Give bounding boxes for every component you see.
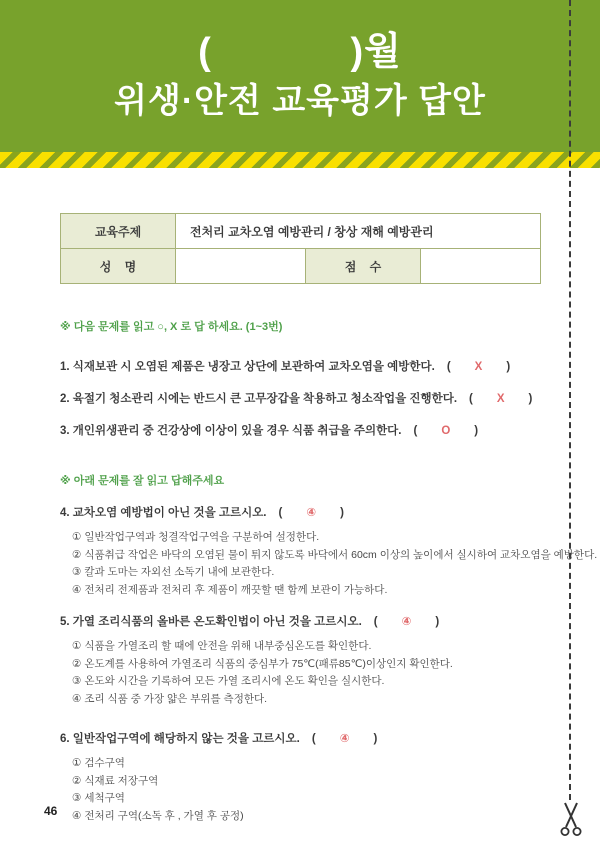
info-table xyxy=(60,213,541,284)
score-field[interactable] xyxy=(421,249,541,284)
topic-value: 전처리 교차오염 예방관리 / 창상 재해 예방관리 xyxy=(176,214,541,249)
answer-value: ④ xyxy=(306,507,317,519)
open-paren: ( xyxy=(311,733,316,745)
option-1: ① 식품을 가열조리 할 때에 안전을 위해 내부중심온도를 확인한다. xyxy=(72,640,372,652)
option-2: ② 식재료 저장구역 xyxy=(72,774,159,787)
answer-value: ④ xyxy=(401,616,412,628)
answer-box xyxy=(447,361,510,373)
choice-question-4 xyxy=(60,504,598,599)
name-label: 성 명 xyxy=(61,249,176,284)
answer-value: O xyxy=(441,425,451,437)
page-title: 위생·안전 교육평가 답안 xyxy=(114,82,486,120)
score-label: 점 수 xyxy=(306,249,421,284)
name-field[interactable] xyxy=(176,249,306,284)
open-paren: ( xyxy=(373,616,378,628)
option-3: ③ 칼과 도마는 자외선 소독기 내에 보관한다. xyxy=(72,566,275,578)
question-heading xyxy=(60,504,565,520)
question-text: 6. 일반작업구역에 해당하지 않는 것을 고르시오. xyxy=(60,733,300,745)
close-paren: ) xyxy=(506,361,511,373)
close-paren: ) xyxy=(435,616,440,628)
question-heading xyxy=(60,613,565,629)
option-4: ④ 전처리 전제품과 전처리 후 제품이 깨끗할 땐 함께 보관이 가능하다. xyxy=(72,583,388,596)
ox-question-1 xyxy=(60,358,565,374)
option-3: ③ 온도와 시간을 기록하여 모든 가열 조리시에 온도 확인을 실시한다. xyxy=(72,675,385,687)
option-list xyxy=(60,529,598,599)
answer-box xyxy=(469,393,532,405)
answer-box xyxy=(413,425,478,437)
month-line: ( )월 xyxy=(198,31,402,73)
question-text: 4. 교차오염 예방법이 아닌 것을 고르시오. xyxy=(60,507,267,519)
open-paren: ( xyxy=(469,393,473,405)
open-paren: ( xyxy=(413,425,418,437)
hazard-stripe-band xyxy=(0,152,600,168)
question-text: 3. 개인위생관리 중 건강상에 이상이 있을 경우 식품 취급을 주의한다. xyxy=(60,425,402,437)
choice-question-5 xyxy=(60,613,565,708)
table-row xyxy=(61,249,541,284)
choice-instruction: ※ 아래 문제를 잘 읽고 답해주세요 xyxy=(60,475,225,487)
option-list xyxy=(60,638,565,708)
question-text: 5. 가열 조리식품의 올바른 온도확인법이 아닌 것을 고르시오. xyxy=(60,616,362,628)
option-list xyxy=(60,755,565,825)
option-4: ④ 조리 식품 중 가장 얇은 부위를 측정한다. xyxy=(72,692,268,705)
ox-question-2 xyxy=(60,390,565,406)
page-number: 46 xyxy=(44,804,58,818)
close-paren: ) xyxy=(340,507,344,519)
option-2: ② 식품취급 작업은 바닥의 오염된 물이 튀지 않도록 바닥에서 60cm 이상의 높이에서 실시하여 교차오염을 예방한다. xyxy=(72,548,598,561)
open-paren: ( xyxy=(446,361,451,373)
cut-line xyxy=(569,0,571,800)
answer-box xyxy=(279,507,344,519)
option-4: ④ 전처리 구역(소독 후 , 가열 후 공정) xyxy=(72,809,244,822)
ox-instruction: ※ 다음 문제를 읽고 ○, X 로 답 하세요. (1~3번) xyxy=(60,321,283,333)
close-paren: ) xyxy=(474,425,479,437)
answer-value: X xyxy=(496,393,505,405)
scissors-icon xyxy=(560,801,582,844)
option-1: ① 검수구역 xyxy=(72,757,125,769)
answer-box xyxy=(374,616,439,628)
close-paren: ) xyxy=(373,733,378,745)
document-body xyxy=(0,213,598,825)
option-2: ② 온도계를 사용하여 가열조리 식품의 중심부가 75℃(패류85℃)이상인지 확인한다. xyxy=(72,657,453,670)
answer-value: ④ xyxy=(339,733,350,745)
answer-value: X xyxy=(474,361,483,373)
option-3: ③ 세척구역 xyxy=(72,792,125,804)
page-header xyxy=(0,0,600,152)
option-1: ① 일반작업구역과 청결작업구역을 구분하여 설정한다. xyxy=(72,531,320,543)
answer-box xyxy=(312,733,377,745)
close-paren: ) xyxy=(528,393,533,405)
topic-label: 교육주제 xyxy=(61,214,176,249)
question-heading xyxy=(60,730,565,746)
open-paren: ( xyxy=(278,507,283,519)
question-text: 2. 육절기 청소관리 시에는 반드시 큰 고무장갑을 착용하고 청소작업을 진행한다. xyxy=(60,393,458,405)
choice-question-6 xyxy=(60,730,565,825)
table-row xyxy=(61,214,541,249)
question-text: 1. 식재보관 시 오염된 제품은 냉장고 상단에 보관하여 교차오염을 예방한다. xyxy=(60,361,435,373)
ox-question-3 xyxy=(60,422,565,438)
